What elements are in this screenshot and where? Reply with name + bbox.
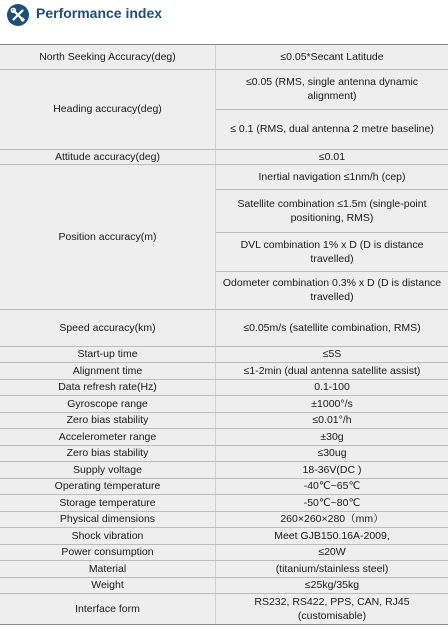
table-row xyxy=(0,445,448,462)
row-label: Weight xyxy=(0,577,216,594)
table-row xyxy=(0,69,448,109)
row-value: 0.1-100 xyxy=(216,379,448,396)
row-label: Speed accuracy(km) xyxy=(0,309,216,346)
table-row xyxy=(0,164,448,189)
row-label: Attitude accuracy(deg) xyxy=(0,149,216,164)
row-value: ≤0.05m/s (satellite combination, RMS) xyxy=(216,309,448,346)
row-label: North Seeking Accuracy(deg) xyxy=(0,45,216,69)
row-label: Interface form xyxy=(0,594,216,625)
row-value: ±30g xyxy=(216,429,448,446)
row-label: Physical dimensions xyxy=(0,511,216,528)
row-label: Start-up time xyxy=(0,346,216,363)
table-row xyxy=(0,45,448,69)
row-value: (titanium/stainless steel) xyxy=(216,561,448,578)
table-row xyxy=(0,528,448,545)
row-label: Accelerometer range xyxy=(0,429,216,446)
table-row xyxy=(0,511,448,528)
row-value: DVL combination 1% x D (D is distance travelled) xyxy=(216,232,448,271)
row-value: ≤30ug xyxy=(216,445,448,462)
table-row xyxy=(0,412,448,429)
row-label: Zero bias stability xyxy=(0,412,216,429)
row-value: ≤ 0.1 (RMS, dual antenna 2 metre baseline) xyxy=(216,109,448,149)
row-value: -40℃~65℃ xyxy=(216,478,448,495)
row-label: Heading accuracy(deg) xyxy=(0,69,216,149)
table-row xyxy=(0,429,448,446)
table-row xyxy=(0,495,448,512)
row-value: RS232, RS422, PPS, CAN, RJ45 (customisable) xyxy=(216,594,448,625)
tools-icon xyxy=(7,4,29,26)
row-value: 260×260×280（mm） xyxy=(216,511,448,528)
row-value: -50℃~80℃ xyxy=(216,495,448,512)
table-row xyxy=(0,149,448,164)
row-label: Position accuracy(m) xyxy=(0,164,216,309)
row-label: Gyroscope range xyxy=(0,396,216,413)
row-value: ±1000°/s xyxy=(216,396,448,413)
section-header xyxy=(0,0,448,30)
table-row xyxy=(0,309,448,346)
table-row xyxy=(0,346,448,363)
table-row xyxy=(0,462,448,479)
table-row xyxy=(0,379,448,396)
row-label: Alignment time xyxy=(0,363,216,380)
performance-table xyxy=(0,45,448,625)
table-row xyxy=(0,478,448,495)
table-row xyxy=(0,594,448,625)
row-label: Power consumption xyxy=(0,544,216,561)
table-row xyxy=(0,561,448,578)
row-label: Operating temperature xyxy=(0,478,216,495)
table-row xyxy=(0,363,448,380)
row-value: Meet GJB150.16A-2009, xyxy=(216,528,448,545)
row-value: ≤20W xyxy=(216,544,448,561)
row-value: ≤0.05 (RMS, single antenna dynamic alignment) xyxy=(216,69,448,109)
row-value: ≤25kg/35kg xyxy=(216,577,448,594)
row-label: Supply voltage xyxy=(0,462,216,479)
row-value: ≤0.01 xyxy=(216,149,448,164)
row-label: Material xyxy=(0,561,216,578)
page-title: Performance index xyxy=(36,5,163,21)
row-label: Zero bias stability xyxy=(0,445,216,462)
row-label: Data refresh rate(Hz) xyxy=(0,379,216,396)
row-value: ≤1-2min (dual antenna satellite assist) xyxy=(216,363,448,380)
table-row xyxy=(0,577,448,594)
row-value: ≤0.05*Secant Latitude xyxy=(216,45,448,69)
row-value: Satellite combination ≤1.5m (single-point positioning, RMS) xyxy=(216,189,448,232)
row-value: Odometer combination 0.3% x D (D is distance travelled) xyxy=(216,271,448,309)
row-label: Storage temperature xyxy=(0,495,216,512)
row-value: ≤5S xyxy=(216,346,448,363)
row-value: 18-36V(DC ) xyxy=(216,462,448,479)
row-value: Inertial navigation ≤1nm/h (cep) xyxy=(216,164,448,189)
row-value: ≤0.01°/h xyxy=(216,412,448,429)
table-row xyxy=(0,544,448,561)
table-row xyxy=(0,396,448,413)
row-label: Shock vibration xyxy=(0,528,216,545)
